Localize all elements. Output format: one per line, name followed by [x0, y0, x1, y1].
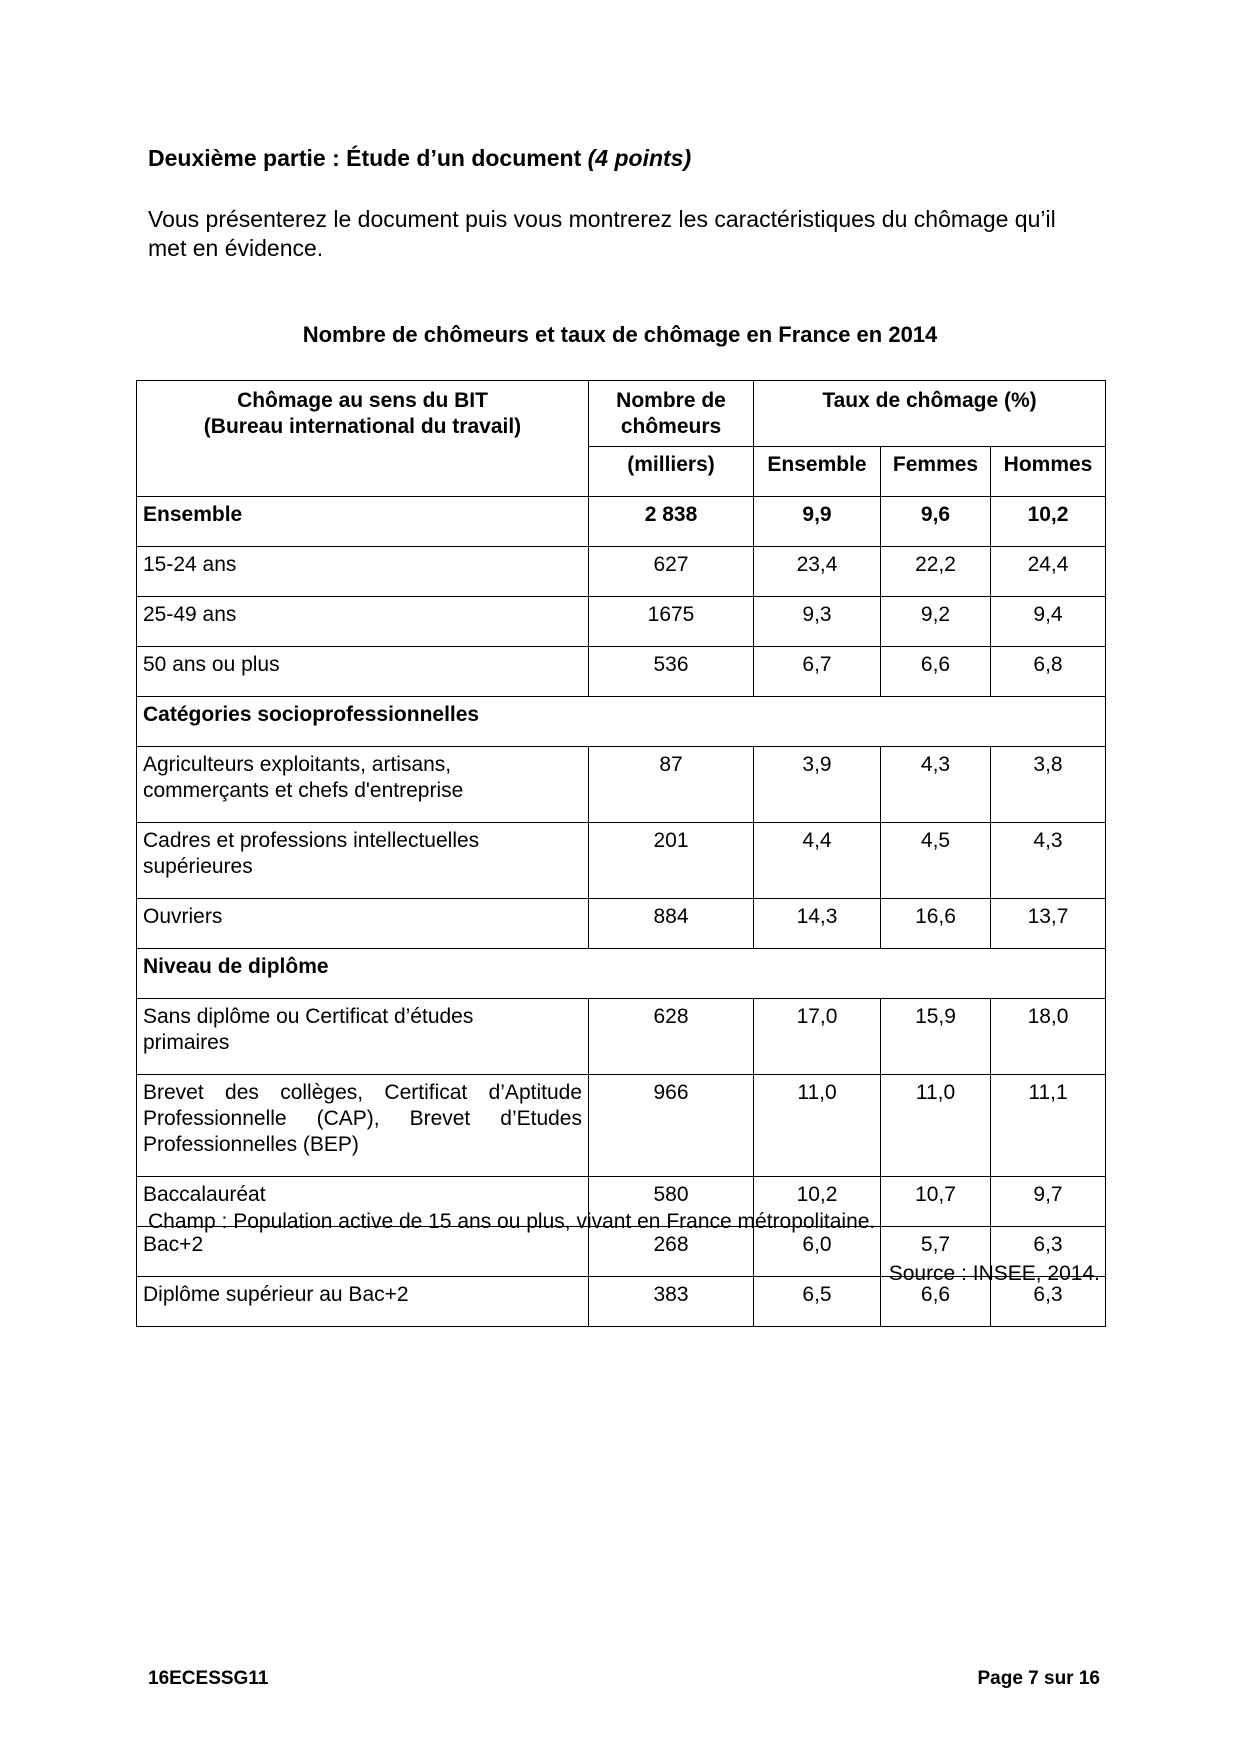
cell-ensemble: 6,5	[754, 1277, 881, 1327]
cell-hommes: 4,3	[991, 823, 1106, 899]
header-count-line2: chômeurs	[620, 415, 722, 438]
row-label-line2: supérieures	[143, 855, 253, 878]
cell-hommes: 24,4	[991, 547, 1106, 597]
cell-ensemble: 9,9	[754, 497, 881, 547]
table-title: Nombre de chômeurs et taux de chômage en France en 2014	[302, 322, 938, 347]
table-row	[137, 999, 1106, 1075]
cell-ensemble: 17,0	[754, 999, 881, 1075]
cell-hommes: 6,8	[991, 647, 1106, 697]
instruction-text: Vous présenterez le document puis vous montrerez les caractéristiques du chômage qu’il met en évidence.	[148, 206, 1056, 261]
table-row	[137, 1075, 1106, 1177]
cell-hommes: 13,7	[991, 899, 1106, 949]
cell-femmes: 16,6	[881, 899, 991, 949]
section-label-csp: Catégories socioprofessionnelles	[137, 697, 1106, 747]
table-row	[137, 823, 1106, 899]
cell-hommes: 6,3	[991, 1277, 1106, 1327]
document-code: 16ECESSG11	[148, 1668, 269, 1689]
cell-femmes: 4,5	[881, 823, 991, 899]
cell-nombre: 268	[589, 1227, 754, 1277]
cell-ensemble: 11,0	[754, 1075, 881, 1177]
cell-nombre: 884	[589, 899, 754, 949]
row-label: 15-24 ans	[137, 547, 589, 597]
cell-nombre: 536	[589, 647, 754, 697]
cell-femmes: 22,2	[881, 547, 991, 597]
row-label-line1: Cadres et professions intellectuelles	[143, 829, 480, 852]
cell-hommes: 9,4	[991, 597, 1106, 647]
table-row	[137, 647, 1106, 697]
row-label-line2: primaires	[143, 1031, 230, 1054]
table-row	[137, 899, 1106, 949]
cell-ensemble: 10,2	[754, 1177, 881, 1227]
row-label-line2: commerçants et chefs d'entreprise	[143, 779, 464, 802]
cell-nombre: 201	[589, 823, 754, 899]
cell-nombre: 628	[589, 999, 754, 1075]
header-category-cell	[137, 381, 589, 497]
row-label	[137, 823, 589, 899]
cell-hommes: 9,7	[991, 1177, 1106, 1227]
row-label	[137, 999, 589, 1075]
cell-nombre: 580	[589, 1177, 754, 1227]
header-count-cell	[589, 381, 754, 447]
row-label: 25-49 ans	[137, 597, 589, 647]
cell-femmes: 10,7	[881, 1177, 991, 1227]
table-header-row	[137, 381, 1106, 447]
header-hommes: Hommes	[991, 447, 1106, 497]
header-femmes: Femmes	[881, 447, 991, 497]
field-note: Champ : Population active de 15 ans ou plus, vivant en France métropolitaine.	[148, 1210, 876, 1233]
row-label: Diplôme supérieur au Bac+2	[137, 1277, 589, 1327]
source-note: Source : INSEE, 2014.	[888, 1262, 1100, 1285]
cell-nombre: 627	[589, 547, 754, 597]
row-label: Bac+2	[137, 1227, 589, 1277]
cell-ensemble: 9,3	[754, 597, 881, 647]
cell-hommes: 10,2	[991, 497, 1106, 547]
header-count-line1: Nombre de	[616, 389, 726, 412]
cell-hommes: 3,8	[991, 747, 1106, 823]
cell-ensemble: 23,4	[754, 547, 881, 597]
cell-femmes: 11,0	[881, 1075, 991, 1177]
cell-nombre: 1675	[589, 597, 754, 647]
table-section-row	[137, 949, 1106, 999]
header-count-unit: (milliers)	[589, 447, 754, 497]
row-label-line3: Professionnelles (BEP)	[143, 1133, 359, 1156]
row-label	[137, 747, 589, 823]
row-label	[137, 1075, 589, 1177]
row-label: Ensemble	[137, 497, 589, 547]
page-number: Page 7 sur 16	[977, 1668, 1100, 1689]
row-label-line1: Brevet des collèges, Certificat d’Aptitude	[143, 1081, 582, 1104]
table-row	[137, 597, 1106, 647]
cell-femmes: 5,7	[881, 1227, 991, 1277]
cell-hommes: 11,1	[991, 1075, 1106, 1177]
cell-hommes: 18,0	[991, 999, 1106, 1075]
row-label-line2: Professionnelle (CAP), Brevet d’Etudes	[143, 1107, 582, 1130]
header-rate-group: Taux de chômage (%)	[754, 381, 1106, 447]
row-label-line1: Sans diplôme ou Certificat d’études	[143, 1005, 474, 1028]
cell-ensemble: 6,0	[754, 1227, 881, 1277]
header-ensemble: Ensemble	[754, 447, 881, 497]
cell-femmes: 15,9	[881, 999, 991, 1075]
section-heading	[148, 145, 691, 172]
cell-hommes: 6,3	[991, 1227, 1106, 1277]
heading-main: Deuxième partie : Étude d’un document	[148, 145, 588, 171]
section-label-diplome: Niveau de diplôme	[137, 949, 1106, 999]
row-label: Ouvriers	[137, 899, 589, 949]
cell-nombre: 383	[589, 1277, 754, 1327]
cell-femmes: 6,6	[881, 1277, 991, 1327]
table-row	[137, 747, 1106, 823]
table-section-row	[137, 697, 1106, 747]
cell-femmes: 4,3	[881, 747, 991, 823]
cell-nombre: 87	[589, 747, 754, 823]
cell-ensemble: 14,3	[754, 899, 881, 949]
unemployment-table	[136, 380, 1106, 1327]
row-label: 50 ans ou plus	[137, 647, 589, 697]
cell-femmes: 9,2	[881, 597, 991, 647]
cell-nombre: 2 838	[589, 497, 754, 547]
cell-ensemble: 3,9	[754, 747, 881, 823]
cell-femmes: 6,6	[881, 647, 991, 697]
row-label-line1: Agriculteurs exploitants, artisans,	[143, 753, 452, 776]
cell-femmes: 9,6	[881, 497, 991, 547]
table-row	[137, 547, 1106, 597]
heading-points: (4 points)	[587, 145, 692, 171]
header-category-line1: Chômage au sens du BIT	[237, 389, 488, 412]
header-category-line2: (Bureau international du travail)	[203, 415, 522, 438]
cell-nombre: 966	[589, 1075, 754, 1177]
table-row-total	[137, 497, 1106, 547]
row-label: Baccalauréat	[137, 1177, 589, 1227]
cell-ensemble: 4,4	[754, 823, 881, 899]
cell-ensemble: 6,7	[754, 647, 881, 697]
